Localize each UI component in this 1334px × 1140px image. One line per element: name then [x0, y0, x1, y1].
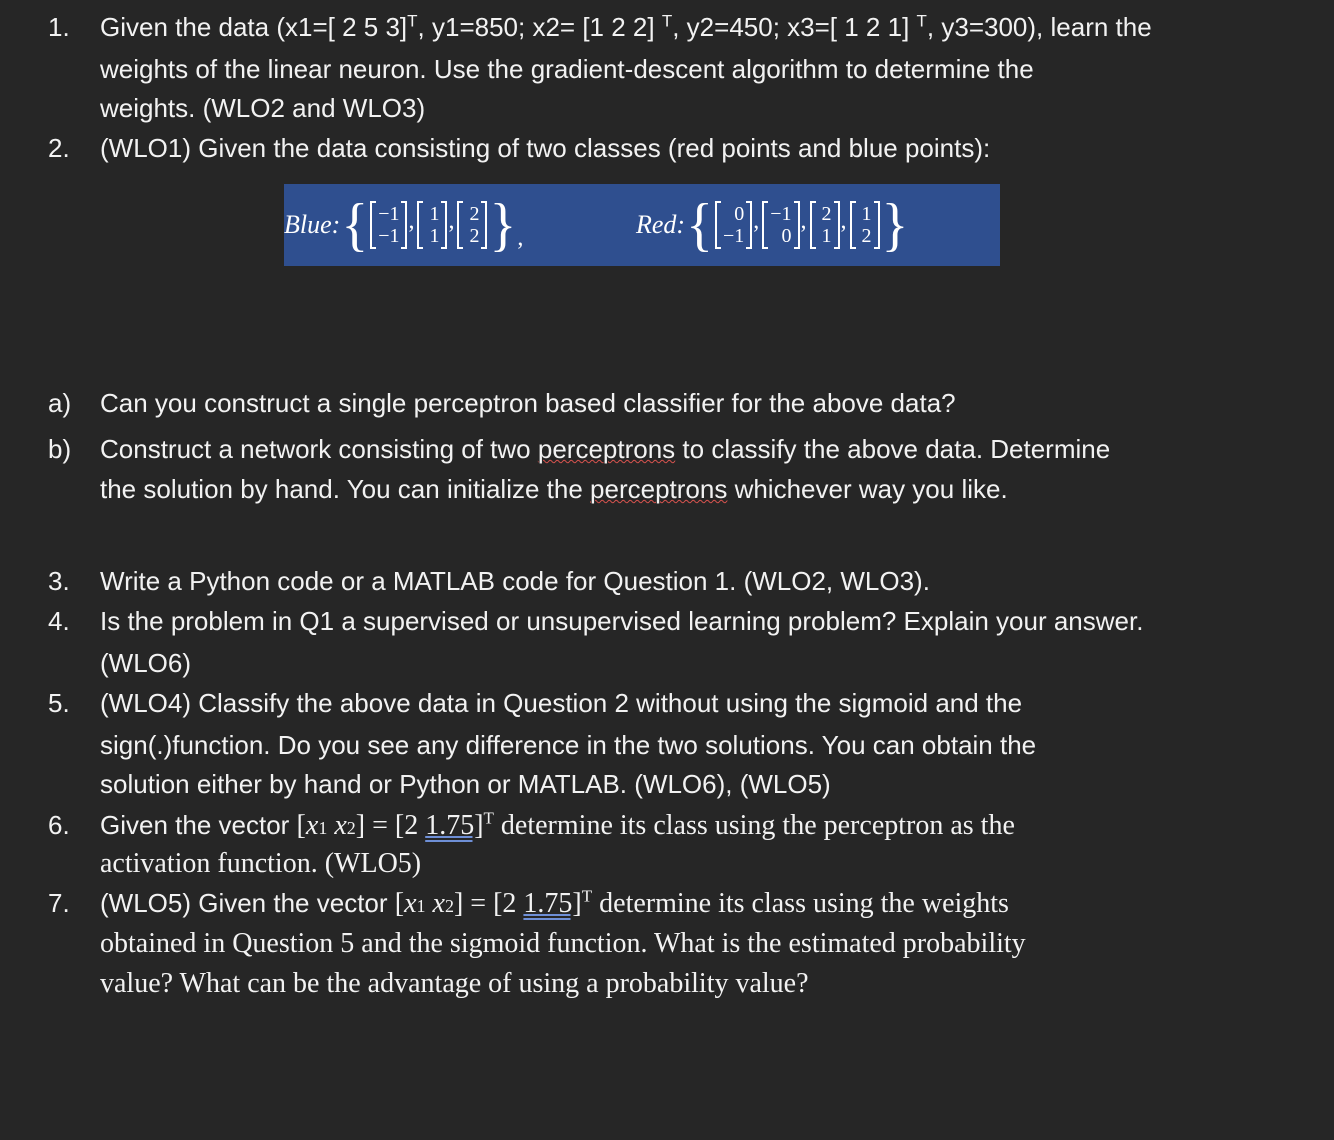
math-text: 1.75]: [425, 810, 484, 841]
transpose-sup: T: [916, 11, 927, 31]
q3-text: Write a Python code or a MATLAB code for Question 1. (WLO2, WLO3).: [100, 566, 930, 596]
q1-text: , y2=450; x3=[ 1 2 1]: [672, 12, 917, 42]
vector-entry: 1: [429, 203, 440, 225]
vector-separator: ,: [753, 208, 760, 234]
q2a-label: a): [48, 388, 72, 418]
transpose-sup: T: [661, 11, 673, 31]
q7-text: determine its class using the weights: [592, 888, 1009, 919]
vector-entry: 2: [821, 203, 832, 225]
open-brace: {: [686, 192, 713, 258]
red-point-vector: [810, 201, 840, 249]
vector-entry: −1: [722, 225, 745, 247]
spellcheck-word: perceptrons: [590, 474, 728, 504]
blue-point-vector: [370, 201, 407, 249]
vector-entry: −1: [378, 225, 400, 247]
q1-bracket: [: [327, 12, 335, 42]
q1-line-2: weights of the linear neuron. Use the gradient-descent algorithm to determine the: [100, 54, 1034, 84]
math-bracket: [: [394, 888, 405, 919]
red-point-vector: [715, 201, 752, 249]
red-vectors: [714, 201, 881, 249]
q2b-label: b): [48, 434, 72, 464]
q2b-line-2: [100, 473, 1008, 505]
math-var: x: [404, 888, 417, 919]
vector-entry: 0: [734, 203, 745, 225]
right-bracket: [794, 201, 800, 249]
transpose-sup: T: [407, 11, 418, 31]
right-bracket: [874, 201, 880, 249]
math-sub: 2: [444, 896, 454, 916]
open-brace: {: [341, 192, 369, 258]
q6-text: determine its class using the perceptron as the: [493, 810, 1015, 841]
q1-text: , y3=300), learn the: [926, 12, 1152, 42]
close-brace: }: [489, 192, 517, 258]
vector-entry: 0: [781, 225, 792, 247]
q3-number: 3.: [48, 566, 70, 596]
vector-entries: [856, 203, 874, 247]
q4-line-1: Is the problem in Q1 a supervised or unsupervised learning problem? Explain your answer.: [100, 606, 1144, 636]
q1-number: 1.: [48, 12, 70, 42]
q5-line-3: solution either by hand or Python or MATLAB. (WLO6), (WLO5): [100, 769, 831, 799]
vector-entries: [721, 203, 746, 247]
math-sub: 2: [346, 818, 356, 838]
q1-line-1: [100, 11, 1152, 43]
q4-number: 4.: [48, 606, 70, 636]
vector-entry: 2: [861, 225, 872, 247]
q4-line-2: (WLO6): [100, 648, 191, 678]
q2b-text: to classify the above data. Determine: [675, 434, 1111, 464]
math-sub: 1: [416, 896, 426, 916]
q1-text: Given the data (x1=: [100, 12, 328, 42]
transpose-sup: T: [483, 808, 494, 828]
red-point-vector: [762, 201, 799, 249]
q2a-text: Can you construct a single perceptron based classifier for the above data?: [100, 388, 956, 418]
math-text: ] = [2: [355, 810, 426, 841]
vector-entry: 1: [821, 225, 832, 247]
right-bracket: [746, 201, 752, 249]
vector-expression: [395, 888, 592, 919]
vector-entry: 1: [429, 225, 440, 247]
math-text: 1.75]: [523, 888, 582, 919]
q5-line-2: sign(.)function. Do you see any difference in the two solutions. You can obtain the: [100, 730, 1037, 760]
vector-entry: 2: [469, 203, 480, 225]
q7-text: (WLO5) Given the vector: [100, 888, 395, 918]
q5-number: 5.: [48, 688, 70, 718]
red-point-vector: [850, 201, 880, 249]
transpose-sup: T: [581, 886, 593, 906]
q1-text: 2 5 3]: [334, 12, 408, 42]
q7-line-3: value? What can be the advantage of using a probability value?: [100, 968, 809, 999]
math-text: ] = [2: [453, 888, 524, 919]
red-label: Red:: [636, 210, 686, 239]
q6-number: 6.: [48, 810, 70, 840]
vector-entries: [768, 203, 793, 247]
vector-entries: [423, 203, 441, 247]
q6-line-2: activation function. (WLO5): [100, 848, 422, 879]
vector-expression: [297, 810, 494, 841]
blue-vectors: [369, 201, 488, 249]
q2b-line-1: [100, 433, 1110, 465]
right-bracket: [441, 201, 447, 249]
vector-entry: 1: [861, 203, 872, 225]
q7-number: 7.: [48, 888, 70, 918]
q7-line-1: [100, 887, 1009, 919]
vector-entries: [463, 203, 481, 247]
right-bracket: [401, 201, 407, 249]
q2b-text: Construct a network consisting of two: [100, 434, 538, 464]
set-separator: ,: [517, 225, 524, 251]
q2-number: 2.: [48, 133, 70, 163]
blue-label: Blue:: [284, 210, 341, 239]
vector-separator: ,: [408, 208, 415, 234]
vector-entries: [376, 203, 401, 247]
q5-line-1: (WLO4) Classify the above data in Question 2 without using the sigmoid and the: [100, 688, 1023, 718]
blue-set: [284, 184, 525, 266]
q2b-text: the solution by hand. You can initialize the: [100, 474, 591, 504]
math-sub: 1: [318, 818, 328, 838]
close-brace: }: [881, 192, 909, 258]
q1-text: , y1=850; x2= [1 2 2]: [417, 12, 662, 42]
spellcheck-word: perceptrons: [537, 434, 676, 464]
q6-line-1: [100, 809, 1015, 841]
math-var: x: [334, 810, 347, 841]
vector-entry: −1: [770, 203, 792, 225]
vector-entries: [816, 203, 834, 247]
class-data-equation: [284, 184, 1000, 266]
q7-line-2: obtained in Question 5 and the sigmoid function. What is the estimated probability: [100, 928, 1026, 959]
vector-entry: −1: [378, 203, 400, 225]
vector-entry: 2: [469, 225, 480, 247]
math-var: x: [305, 810, 319, 841]
vector-separator: ,: [840, 208, 847, 234]
math-var: x: [432, 888, 445, 919]
vector-separator: ,: [800, 208, 807, 234]
math-bracket: [: [296, 810, 306, 841]
vector-separator: ,: [448, 208, 455, 234]
blue-point-vector: [417, 201, 447, 249]
q1-line-3: weights. (WLO2 and WLO3): [100, 93, 426, 123]
q2b-text: whichever way you like.: [727, 474, 1008, 504]
right-bracket: [834, 201, 840, 249]
red-set: [636, 184, 909, 266]
blue-point-vector: [457, 201, 487, 249]
q6-text: Given the vector: [100, 810, 297, 840]
q2-line-1: (WLO1) Given the data consisting of two classes (red points and blue points):: [100, 133, 991, 163]
right-bracket: [481, 201, 487, 249]
